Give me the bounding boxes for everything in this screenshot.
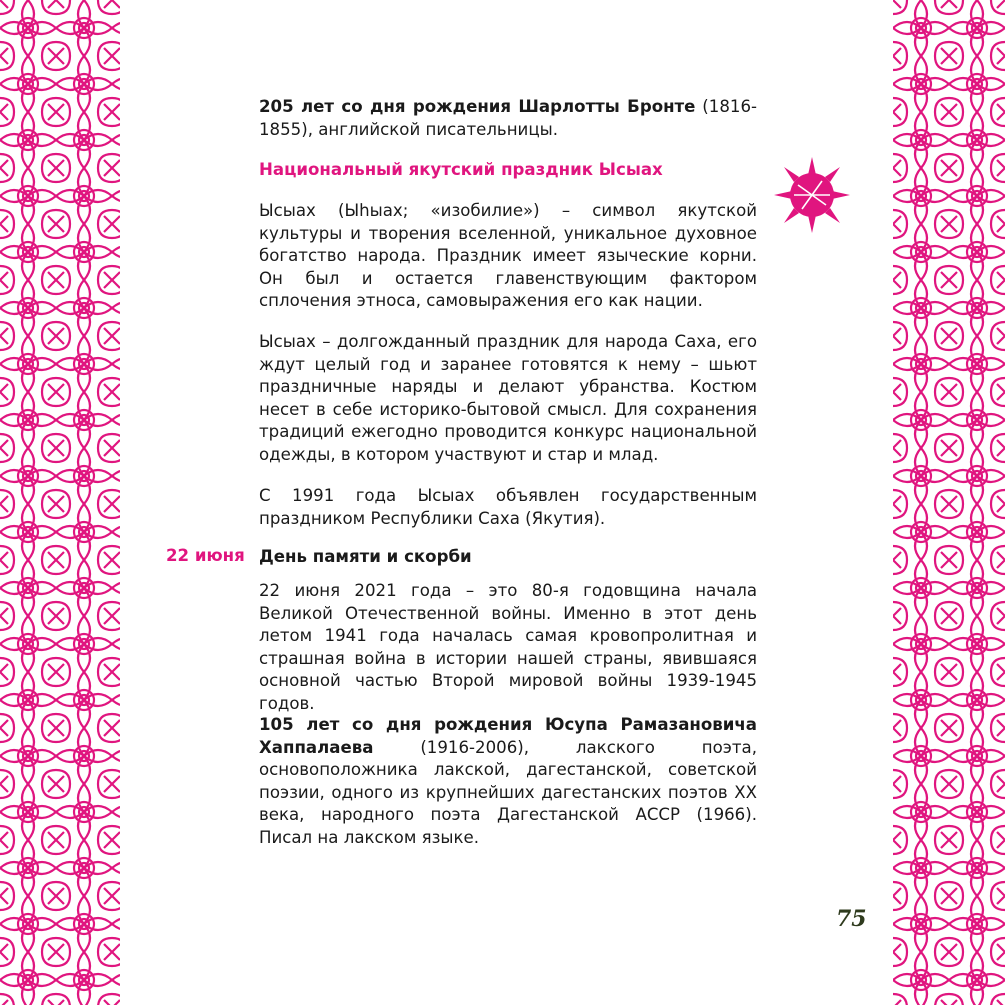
right-ornament-border bbox=[893, 0, 1005, 1005]
ysyakh-emblem-icon bbox=[772, 155, 852, 235]
left-ornament-border bbox=[0, 0, 120, 1005]
date-label: 22 июня bbox=[166, 546, 245, 565]
paragraph-ysyakh-state: С 1991 года Ысыах объявлен государственным праздником Республики Саха (Якутия). bbox=[259, 486, 757, 528]
heading-memory-day: День памяти и скорби bbox=[259, 547, 472, 566]
paragraph-khappalaev bbox=[259, 714, 757, 850]
paragraph-ysyakh-symbol: Ысыах (Ыһыах; «изобилие») – символ якутской культуры и творения вселенной, уникальное духовное богатство народа. Праздник имеет языческие корни. Он был и остается главенствующим фактором сплочения этноса, самовыражения его как нации. bbox=[259, 201, 757, 311]
bronte-anniversary-title: 205 лет со дня рождения Шарлотты Бронте bbox=[259, 97, 696, 116]
paragraph-bronte bbox=[259, 96, 757, 141]
khappalaev-details: (1916-2006), лакского поэта, основоположника лакской, дагестанской, советской поэзии, одного из крупнейших дагестанских поэтов XX века, народного поэта Дагестанской АССР (1966). Писал на лакском языке. bbox=[259, 737, 757, 847]
paragraph-war-anniversary: 22 июня 2021 года – это 80-я годовщина начала Великой Отечественной войны. Именно в этот день летом 1941 года началась самая кровопролитная и страшная война в истории нашей страны, явившаяся основной частью Второй мировой войны 1939-1945 годов. bbox=[259, 581, 757, 713]
page-number: 75 bbox=[836, 906, 867, 932]
bronte-details: (1816-1855), английской писательницы. bbox=[259, 97, 757, 139]
heading-ysyakh: Национальный якутский праздник Ысыах bbox=[259, 160, 663, 179]
khappalaev-anniversary-title: 105 лет со дня рождения Юсупа Рамазановича Хаппалаева bbox=[259, 715, 757, 757]
paragraph-ysyakh-holiday: Ысыах – долгожданный праздник для народа Саха, его ждут целый год и заранее готовятся к нему – шьют праздничные наряды и делают убранства. Костюм несет в себе историко-бытовой смысл. Для сохранения традиций ежегодно проводится конкурс национальной одежды, в котором участвуют и стар и млад. bbox=[259, 332, 757, 464]
